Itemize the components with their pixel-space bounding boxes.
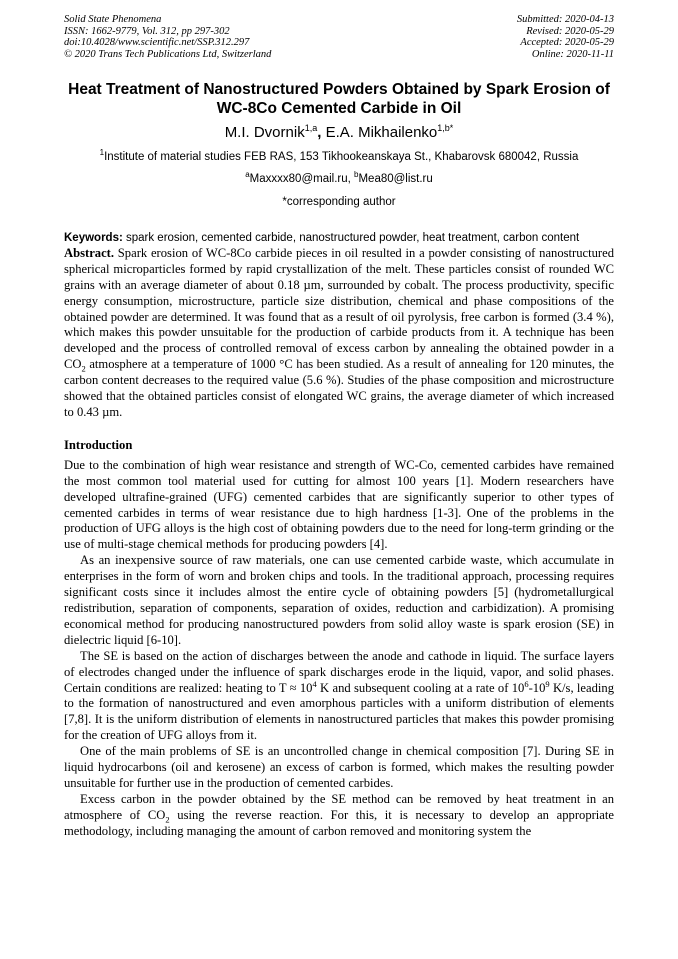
section-heading: Introduction xyxy=(64,437,133,452)
journal-copyright: © 2020 Trans Tech Publications Ltd, Switzerland xyxy=(64,48,272,60)
keywords-text: spark erosion, cemented carbide, nanostructured powder, heat treatment, carbon content xyxy=(122,232,580,245)
affiliation-mark: 1 xyxy=(99,148,105,158)
paragraph-text: using the reverse reaction. For this, it is necessary to develop an appropriate methodology, including managing the amount of carbon removed and monitoring system the xyxy=(64,807,614,838)
author-separator: , xyxy=(317,124,326,142)
corresponding-author-note: *corresponding author xyxy=(282,196,396,209)
author-affiliation-mark: 1,a xyxy=(304,123,318,134)
author-list xyxy=(64,124,614,142)
paper-page xyxy=(64,14,614,840)
abstract-text: atmosphere at a temperature of 1000 °C has been studied. As a result of annealing for 120 minutes, the carbon content decreases to the required value (5.6 %). Studies of the phase composition and microstructure showed that the obtained particles consist of elongated WC grains, the average diameter of which increased to 0.43 µm. xyxy=(64,357,614,419)
email-link[interactable]: Mea80@list.ru xyxy=(358,173,433,186)
revised-date: Revised: 2020-05-29 xyxy=(526,25,614,37)
paragraph-text: K and subsequent cooling at a rate of 10 xyxy=(316,680,525,695)
superscript: 4 xyxy=(312,678,317,689)
body-paragraph: One of the main problems of SE is an uncontrolled change in chemical composition [7]. During SE in liquid hydrocarbons (oil and kerosene) an excess of carbon is formed, which makes the resulting powder unsuitable for further use in the production of cemented carbides. xyxy=(64,744,614,790)
paper-title: Heat Treatment of Nanostructured Powders Obtained by Spark Erosion of WC-8Co Cemented Carbide in Oil xyxy=(68,81,610,118)
journal-doi[interactable]: doi:10.4028/www.scientific.net/SSP.312.297 xyxy=(64,37,250,49)
subscript: 2 xyxy=(165,814,170,825)
submitted-date: Submitted: 2020-04-13 xyxy=(516,14,614,25)
abstract-label: Abstract. xyxy=(64,245,115,260)
body-paragraph: Due to the combination of high wear resistance and strength of WC-Co, cemented carbides have remained the most common tool material used for cutting for almost 100 years [1]. Modern researchers have developed ultrafine-grained (UFG) cemented carbides that are significantly superior to other types of cemented carbides in terms of wear resistance due to high hardness [1-3]. One of the problems in the production of UFG alloys is the high cost of obtaining powders due to the need for long-term grinding or the use of multi-stage chemical methods for producing powders [4]. xyxy=(64,457,614,552)
publication-dates xyxy=(517,14,614,60)
abstract xyxy=(64,246,614,421)
paragraph-text: The SE is based on the action of discharges between the anode and cathode in liquid. The surface layers of electrodes changed under the influence of spark discharges erode in the liquid, vapor, and solid phases. Certain conditions are realized: heating to T ≈ 10 xyxy=(64,648,614,695)
paragraph-text: -10 xyxy=(528,680,546,695)
author-name: E.A. Mikhailenko xyxy=(325,124,438,142)
journal-header xyxy=(64,14,614,60)
email-link[interactable]: Maxxxx80@mail.ru, xyxy=(249,173,355,186)
superscript: 6 xyxy=(524,678,529,689)
author-name: M.I. Dvornik xyxy=(224,124,305,142)
superscript: 9 xyxy=(545,678,550,689)
paragraph-text: Excess carbon in the powder obtained by the SE method can be removed by heat treatment in an atmosphere of CO xyxy=(64,791,614,822)
abstract-text: Spark erosion of WC-8Co carbide pieces in oil resulted in a powder consisting of nanostructured spherical microparticles formed by rapid crystallization of the melt. These particles consist of rounded WC grains with an average diameter of about 0.18 µm, surrounded by cobalt. The process productivity, specific energy consumption, microstructure, particle size distribution, chemical and phase compositions of the obtained powder are determined. It was found that as a result of oil pyrolysis, free carbon is formed (3.4 %), which makes this powder unsuitable for the production of carbide products from it. A technique has been developed and the process of controlled removal of excess carbon by annealing the obtained powder in a CO xyxy=(64,245,614,372)
subscript: 2 xyxy=(81,363,86,374)
body-paragraph xyxy=(64,792,614,840)
paragraph-text: K/s, leading to the formation of nanostructured and even amorphous particles with a uniform distribution of elements [7,8]. It is the uniform distribution of elements in nanostructured particles that makes this powder promising for the creation of UFG alloys from it. xyxy=(64,680,614,743)
email-mark: b xyxy=(354,170,359,180)
body-paragraph: As an inexpensive source of raw materials, one can use cemented carbide waste, which accumulate in enterprises in the form of worn and broken chips and tools. In the traditional approach, processing requires significant costs since it includes almost the entire cycle of obtaining powders [5] (hydrometallurgical redistribution, separation of components, separation of oxides, reduction and carbidization). A promising economical method for producing nanostructured powders from solid alloy waste is spark erosion (SE) in dielectric liquid [6-10]. xyxy=(64,553,614,647)
journal-name: Solid State Phenomena xyxy=(64,14,162,25)
accepted-date: Accepted: 2020-05-29 xyxy=(520,37,614,49)
journal-issn: ISSN: 1662-9779, Vol. 312, pp 297-302 xyxy=(64,25,230,37)
email-mark: a xyxy=(245,170,250,180)
author-affiliation-mark: 1,b* xyxy=(437,123,454,134)
affiliation-text: Institute of material studies FEB RAS, 153 Tikhookeanskaya St., Khabarovsk 680042, Russia xyxy=(104,151,579,164)
journal-info xyxy=(64,14,271,60)
online-date: Online: 2020-11-11 xyxy=(531,48,614,60)
keywords xyxy=(64,231,614,246)
body-paragraph xyxy=(64,649,614,744)
author-emails xyxy=(64,172,614,186)
affiliation xyxy=(64,150,614,164)
keywords-label: Keywords: xyxy=(64,232,123,245)
